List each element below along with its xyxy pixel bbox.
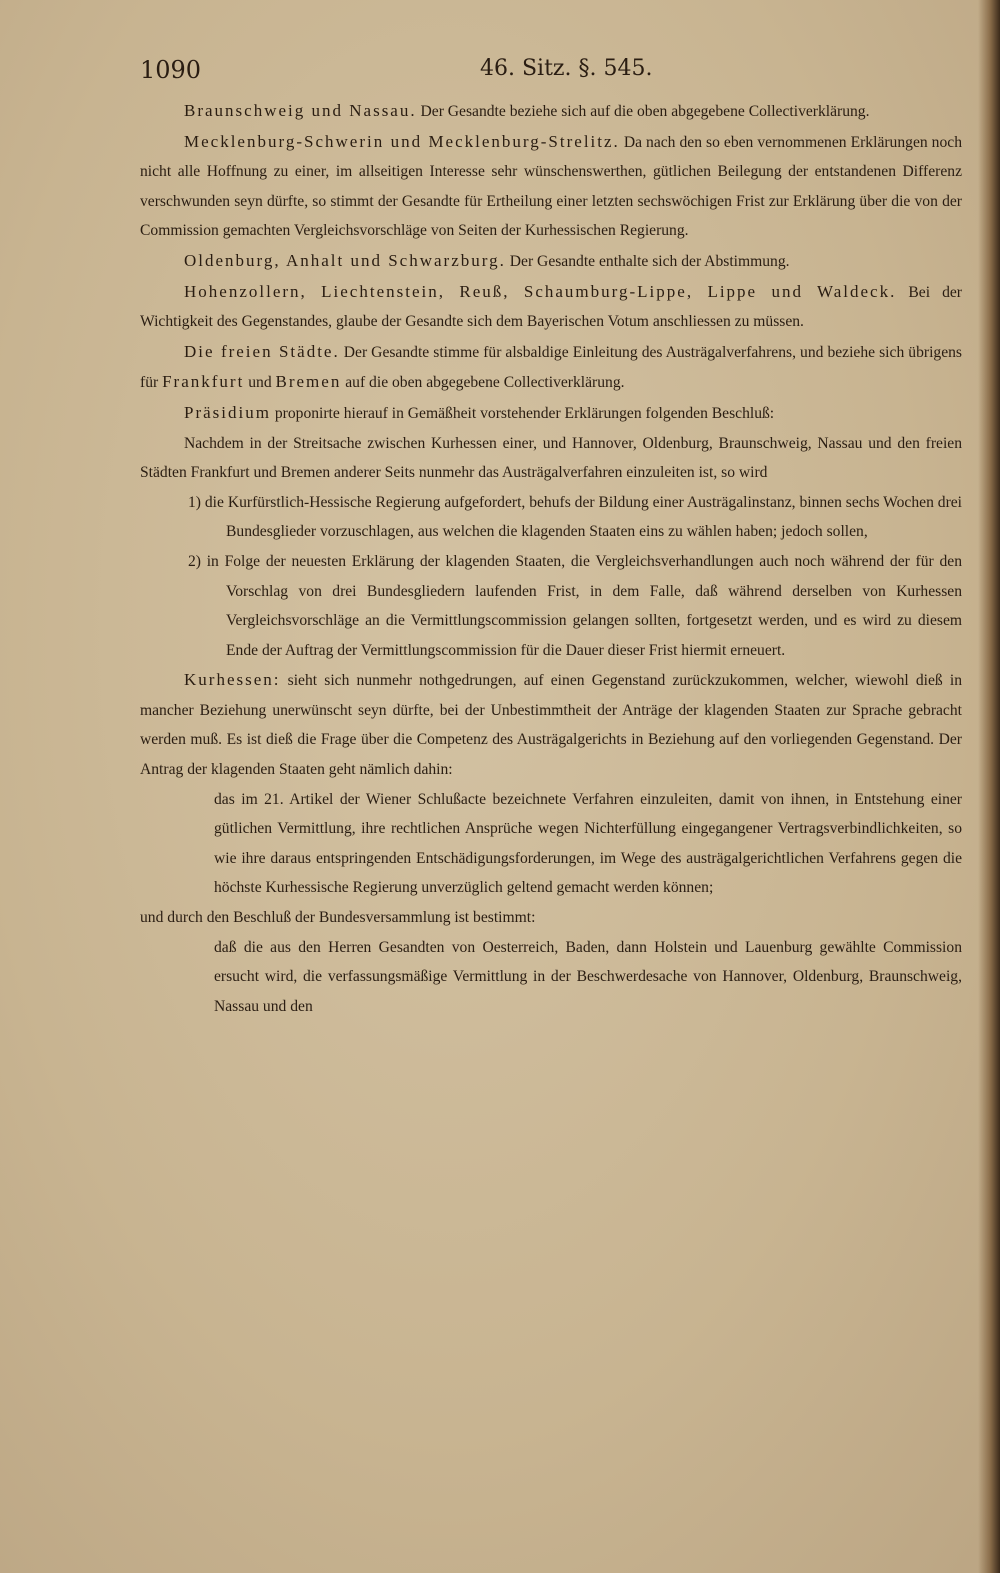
book-spine-shadow [978,0,1000,1573]
vote-text: proponirte hierauf in Gemäßheit vorstehender Erklärungen folgenden Beschluß: [274,404,775,422]
quoted-resolution: daß die aus den Herren Gesandten von Oesterreich, Baden, dann Holstein und Lauenburg gewählte Commission ersucht wird, die verfassungsmäßige Vermittlung in der Beschwerdesache von Hannover, Oldenburg, Braunschweig, Nassau und den [214,938,962,1015]
paragraph-freie-staedte [140,337,962,398]
paragraph-bundesversammlung: und durch den Beschluß der Bundesversammlung ist bestimmt: [140,909,536,927]
vote-text: Da nach den so eben vernommenen Erklärungen noch nicht alle Hoffnung zu einer, im allseitigen Interesse sehr wünschenswerthen, gütlichen Beilegung der entstandenen Differenz verschwunden seyn dürfte, so stimmt der Gesandte für Ertheilung einer letzten sechswöchigen Frist zur Erklärung über die von der Commission gemachten Vergleichsvorschläge von Seiten der Kurhessischen Regierung. [140,133,962,240]
running-title: 46. Sitz. §. 545. [480,56,653,81]
list-item-2: 2) in Folge der neuesten Erklärung der klagenden Staaten, die Vergleichsverhandlungen auch noch während der für den Vorschlag von drei Bundesgliedern laufenden Frist, in dem Falle, daß während derselben von Kurhessen Vergleichsvorschläge an die Vermittlungscommission gelangen sollten, fortgesetzt werden, und es wird zu diesem Ende der Auftrag der Vermittlungscommission für die Dauer dieser Frist hiermit erneuert. [188,552,962,659]
vote-heading: Präsidium [184,402,271,422]
paragraph-kurhessen [140,665,962,784]
page-number: 1090 [140,56,202,84]
page-body [140,96,962,1021]
paragraph-hohenzollern [140,277,962,337]
paragraph-beschluss: Nachdem in der Streitsache zwischen Kurhessen einer, und Hannover, Oldenburg, Braunschweig, Nassau und den freien Städten Frankfurt und Bremen anderer Seits nunmehr das Austrägalverfahren einzuleiten ist, so wird [140,434,962,482]
paragraph-praesidium [140,398,962,429]
vote-heading: Hohenzollern, Liechtenstein, Reuß, Schaumburg-Lippe, Lippe und Waldeck. [184,281,897,301]
city-name: Bremen [275,372,342,392]
vote-text: Der Gesandte stimme für alsbaldige Einleitung des Austrägalverfahrens, und beziehe sich übrigens für [140,343,962,392]
quoted-motion: das im 21. Artikel der Wiener Schlußacte bezeichnete Verfahren einzuleiten, damit von ihnen, in Entstehung einer gütlichen Vermittlung, ihre rechtlichen Ansprüche wegen Nichterfüllung eingegangener Vertragsverbindlichkeiten, so wie ihre daraus entspringenden Entschädigungsforderungen, im Wege des austrägalgerichtlichen Verfahrens gegen die höchste Kurhessische Regierung unverzüglich geltend gemacht werden können; [214,790,962,897]
vote-heading: Kurhessen: [184,670,281,690]
vote-heading: Braunschweig und Nassau. [184,101,417,120]
paragraph-oldenburg-anhalt [140,246,962,277]
vote-heading: Oldenburg, Anhalt und Schwarzburg. [184,250,506,270]
conjunction: und [248,374,272,392]
vote-heading: Die freien Städte. [184,341,340,361]
page-header [140,56,970,88]
vote-text: Bei der Wichtigkeit des Gegenstandes, glaube der Gesandte sich dem Bayerischen Votum anschliessen zu müssen. [140,283,962,331]
vote-heading: Mecklenburg-Schwerin und Mecklenburg-Strelitz. [184,131,620,151]
list-item-1: 1) die Kurfürstlich-Hessische Regierung aufgefordert, behufs der Bildung einer Austrägalinstanz, binnen sechs Wochen drei Bundesglieder vorzuschlagen, aus welchen die klagenden Staaten eins zu wählen haben; jedoch sollen, [188,493,963,541]
vote-text: Der Gesandte beziehe sich auf die oben abgegebene Collectiverklärung. [420,103,870,120]
vote-text: Der Gesandte enthalte sich der Abstimmung. [509,252,790,270]
paragraph-braunschweig-nassau [140,96,962,127]
paragraph-mecklenburg [140,127,962,246]
city-name: Frankfurt [162,372,245,392]
vote-text: auf die oben abgegebene Collectiverklärung. [345,374,625,392]
vote-text: sieht sich nunmehr nothgedrungen, auf einen Gegenstand zurückzukommen, welcher, wiewohl dieß in mancher Beziehung unerwünscht seyn dürfte, bei der Unbestimmtheit der Anträge der klagenden Staaten zur Sprache gebracht werden muß. Es ist dieß die Frage über die Competenz des Austrägalgerichts in Beziehung auf den vorliegenden Gegenstand. Der Antrag der klagenden Staaten geht nämlich dahin: [140,672,962,779]
